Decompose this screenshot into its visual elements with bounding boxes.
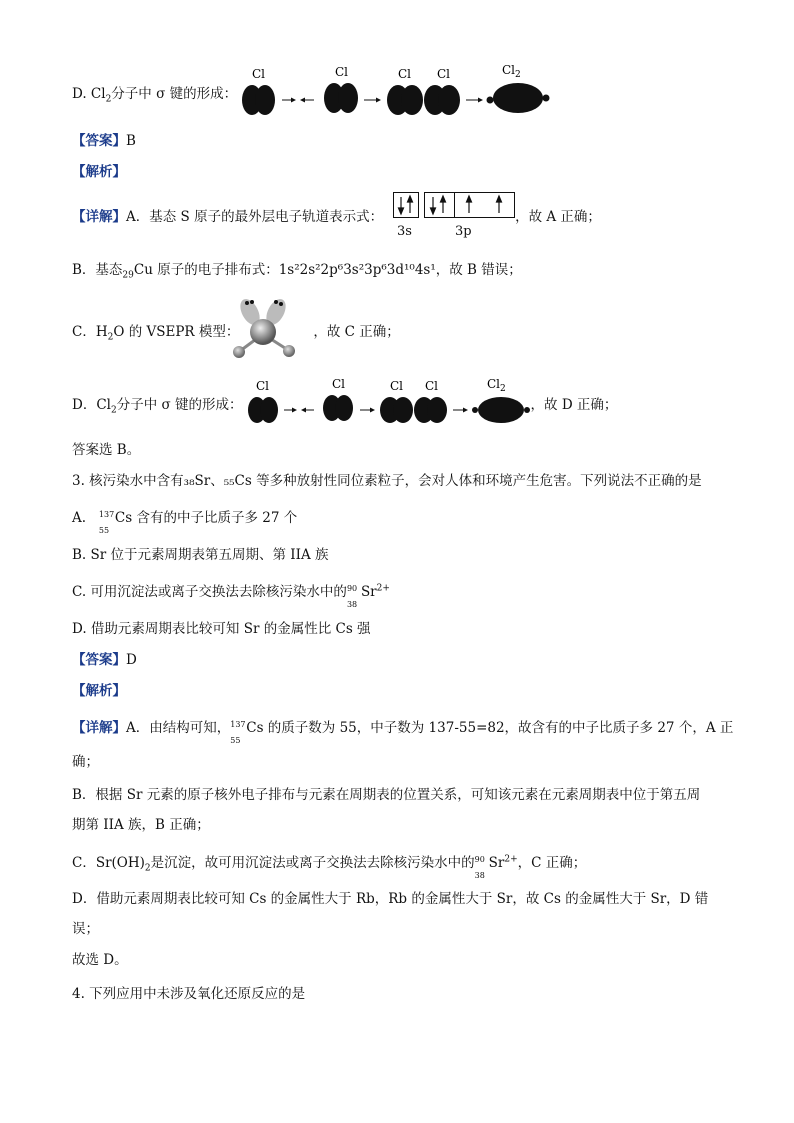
cl2-label-bottom: $Cl_2$ (487, 377, 506, 394)
q3-explain-c: C．$Sr(OH)_2$是沉淀，故可用沉淀法或离子交换法去除核污染水中的 90 38 $Sr^{2+}$，C 正确； (72, 854, 587, 880)
q2-analysis-label: 【解析】 (72, 164, 126, 180)
cl-label-6: Cl (332, 377, 346, 391)
q2-explain-d: D．$Cl_2$分子中 σ 键的形成： ，故 D 正确； (72, 397, 618, 416)
cl-label-4: Cl (437, 67, 451, 81)
q4-stem: 4. 下列应用中未涉及氧化还原反应的是 (72, 986, 306, 1002)
sigma-bond-diagram-top (238, 62, 554, 118)
q3-explain-b-2: 期第 IIA 族，B 正确； (72, 817, 210, 833)
cl-label-5: Cl (256, 379, 270, 393)
q3-conclusion: 故选 D。 (72, 952, 128, 968)
cl2-label: $Cl_2$ (502, 63, 521, 80)
q3-explain-a: 【详解】A．由结构可知， 137 55 Cs 的质子数为 55，中子数为 137-55=82，故含有的中子比质子多 27 个，A 正 (72, 719, 734, 745)
q3-stem: 3. 核污染水中含有₃₈Sr、₅₅Cs 等多种放射性同位素粒子，会对人体和环境产生危害。下列说法不正确的是 (72, 473, 702, 489)
cl-label-2: Cl (335, 65, 349, 79)
q3-explain-b-1: B．根据 Sr 元素的原子核外电子排布与元素在周期表的位置关系，可知该元素在元素周期表中位于第五周 (72, 787, 701, 803)
q2-explain-a: 【详解】A．基态 S 原子的最外层电子轨道表示式： ，故 A 正确； (72, 209, 601, 225)
q3-analysis-label: 【解析】 (72, 683, 126, 699)
orbital-3s-label: 3s (397, 224, 412, 239)
q2-answer: 【答案】B (72, 133, 136, 149)
sigma-bond-diagram-bottom (244, 376, 534, 428)
q2-option-d: D. $Cl_2$分子中 σ 键的形成： (72, 86, 238, 105)
q3-explain-a-cont: 确； (72, 754, 99, 770)
q2-explain-b: B．基态$_{29}$Cu 原子的电子排布式：1s²2s²2p⁶3s²3p⁶3d¹⁰4s¹，故 B 错误； (72, 262, 522, 281)
cl-label-3: Cl (398, 67, 412, 81)
q3-option-d: D. 借助元素周期表比较可知 Sr 的金属性比 Cs 强 (72, 621, 371, 637)
q2-explain-c: C．$H_2O$ 的 VSEPR 模型： ，故 C 正确； (72, 324, 400, 343)
orbital-3p-label: 3p (455, 224, 472, 239)
q3-option-a: A. 137 55 Cs 含有的中子比质子多 27 个 (72, 509, 298, 535)
cl-label-7: Cl (390, 379, 404, 393)
q3-explain-d-1: D．借助元素周期表比较可知 Cs 的金属性大于 Rb，Rb 的金属性大于 Sr，故 Cs 的金属性大于 Sr，D 错 (72, 891, 709, 907)
q3-explain-d-2: 误； (72, 921, 99, 937)
q3-option-c: C. 可用沉淀法或离子交换法去除核污染水中的 90 38 $Sr^{2+}$ (72, 583, 390, 609)
cl-label-1: Cl (252, 67, 266, 81)
q3-option-b: B. Sr 位于元素周期表第五周期、第 IIA 族 (72, 547, 329, 563)
cl-label-8: Cl (425, 379, 439, 393)
vsepr-model-icon (228, 294, 300, 364)
q3-answer: 【答案】D (72, 652, 137, 668)
q2-conclusion: 答案选 B。 (72, 442, 141, 458)
